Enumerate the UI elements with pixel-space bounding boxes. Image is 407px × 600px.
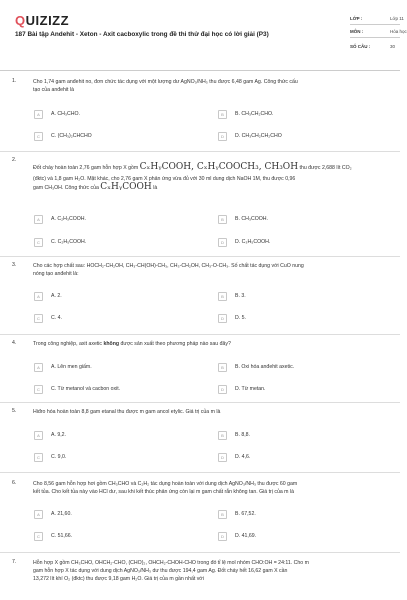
option-c[interactable] [34,452,184,463]
question-text [33,559,388,583]
meta-key: LỚP : [350,16,363,21]
option-text: B. CH₃COOH. [235,216,268,222]
question-number: 7. [12,559,17,565]
option-text: D. Từ metan. [235,386,266,392]
option-a[interactable] [34,362,184,373]
question-line: 13,272 lít khí O₂ (đktc) thu được 9,18 gam H₂O. Giá trị của m gần nhất với [33,576,204,582]
question-segment: là [153,185,158,191]
option-b[interactable] [218,291,368,302]
logo-rest: UIZIZZ [25,13,70,28]
question-line: Cho 1,74 gam anđehit no, đơn chức tác dụng với một lượng dư AgNO₃/NH₃ thu được 6,48 gam Ag. Công thức cấu [33,79,298,85]
option-text: A. 21,60. [51,511,72,517]
question-emphasis: không [103,341,120,347]
question-line: kết tủa. Cho kết tủa này vào HCl dư, sau khi kết thúc phản ứng còn lại m gam chất rắn không tan. Giá trị của m là [33,489,294,495]
question-divider [0,334,400,335]
question-line: (đktc) và 1,8 gam H₂O. Mặt khác, cho 2,76 gam X phản ứng vừa đủ với 30 ml dung dịch NaOH 1M, thu được 0,96 [33,176,296,182]
option-c[interactable] [34,237,184,248]
option-letter-box: D [218,453,227,462]
logo-letter-q: Q [15,13,26,28]
option-c[interactable] [34,531,184,542]
question-line-with-formula [33,163,388,175]
question-line-with-formula [33,183,388,192]
option-b[interactable] [218,362,368,373]
meta-value: Hóa học [390,29,407,34]
option-text: A. CH₃CHO. [51,111,80,117]
option-text: C. (CH₃)₂CHCHO [51,133,92,139]
question-text [33,163,388,192]
option-letter-box: D [218,532,227,541]
option-c[interactable] [34,384,184,395]
question-text [33,262,388,278]
question-divider [0,256,400,257]
question-line [33,340,388,348]
option-d[interactable] [218,452,368,463]
question-divider [0,151,400,152]
meta-divider [350,37,400,38]
option-b[interactable] [218,214,368,225]
question-text [33,78,388,94]
option-text: D. 4,6. [235,454,251,460]
option-text: B. 3. [235,293,246,299]
option-letter-box: B [218,110,227,119]
option-text: C. C₂H₅COOH. [51,239,87,245]
option-text: B. Oxi hóa anđehit axetic. [235,364,295,370]
option-letter-box: B [218,215,227,224]
meta-key: SỐ CÂU : [350,44,371,49]
option-letter-box: D [218,132,227,141]
option-letter-box: B [218,431,227,440]
question-divider [0,402,400,403]
option-letter-box: A [34,363,43,372]
meta-divider [350,24,400,25]
question-line: tạo của anđehit là [33,87,74,93]
option-text: C. 4. [51,315,62,321]
document-header [0,0,407,62]
option-text: A. C₂H₃COOH. [51,216,86,222]
option-text: B. CH₃CH₂CHO. [235,111,274,117]
option-a[interactable] [34,291,184,302]
question-number: 4. [12,340,17,346]
option-letter-box: B [218,510,227,519]
option-letter-box: D [218,238,227,247]
option-letter-box: C [34,453,43,462]
question-number: 3. [12,262,17,268]
option-letter-box: B [218,292,227,301]
option-d[interactable] [218,313,368,324]
option-c[interactable] [34,131,184,142]
meta-value: Lớp 11 [390,16,404,21]
option-c[interactable] [34,313,184,324]
option-b[interactable] [218,109,368,120]
option-letter-box: A [34,215,43,224]
option-letter-box: C [34,385,43,394]
question-line: Hỗn hợp X gồm CH₃CHO, OHCH₂-CHO, (CHO)₂, OHCH₂-CHOH-CHO trong đó tỉ lệ mol nhóm CHO:OH = 24:11. Cho m [33,560,309,566]
option-text: B. 67,52. [235,511,256,517]
option-letter-box: C [34,314,43,323]
option-text: C. 51,66. [51,533,73,539]
option-text: A. 2. [51,293,62,299]
question-segment: gam CH₃OH. Công thức của [33,185,99,191]
meta-value: 30 [390,44,396,49]
question-number: 1. [12,78,17,84]
option-d[interactable] [218,131,368,142]
question-text [33,340,388,348]
option-text: D. 41,69. [235,533,257,539]
question-line: Cho các hợp chất sau: HOCH₂-CH₂OH, CH₃-CH(OH)-CH₃, CH₃-CH₂OH, CH₃-O-CH₃. Số chất tác dụng với CuO nung [33,263,304,269]
option-b[interactable] [218,430,368,441]
option-letter-box: B [218,363,227,372]
option-letter-box: A [34,431,43,440]
question-text [33,408,388,416]
option-a[interactable] [34,430,184,441]
option-text: B. 8,8. [235,432,250,438]
option-letter-box: D [218,314,227,323]
option-text: C. 9,0. [51,454,67,460]
option-text: D. CH₃CH₂CH₂CHO [235,133,282,139]
option-a[interactable] [34,509,184,520]
option-letter-box: C [34,132,43,141]
option-d[interactable] [218,237,368,248]
question-divider [0,552,400,553]
formula: CₓHᵧCOOH [100,182,152,192]
meta-key: MÔN : [350,29,364,34]
option-text: D. C₃H₅COOH. [235,239,271,245]
question-number: 6. [12,480,17,486]
question-number: 2. [12,157,17,163]
option-letter-box: C [34,238,43,247]
option-b[interactable] [218,509,368,520]
formula: CₓHᵧCOOH, CₓHᵧCOOCH₃, CH₃OH [139,162,299,172]
option-letter-box: A [34,110,43,119]
header-divider [0,70,400,71]
option-letter-box: D [218,385,227,394]
option-letter-box: A [34,510,43,519]
question-line: gam hỗn hợp X tác dụng với dung dịch AgNO₃/NH₃ dư thu được 194,4 gam Ag. Đốt cháy hết 16,62 gam X cần [33,568,288,574]
option-d[interactable] [218,384,368,395]
option-text: A. 9,2. [51,432,66,438]
question-number: 5. [12,408,17,414]
option-a[interactable] [34,214,184,225]
question-text [33,480,388,496]
page-title: 187 Bài tập Andehit - Xeton - Axit cacboxylic trong đề thi thử đại học có lời giải (P3) [15,31,269,38]
question-line: Cho 8,56 gam hỗn hợp hơi gồm CH₃CHO và C₂H₂ tác dụng hoàn toàn với dung dịch AgNO₃/NH₃ thu được 60 gam [33,481,298,487]
question-line: Hiđro hóa hoàn toàn 8,8 gam etanal thu được m gam ancol etylic. Giá trị của m là [33,409,221,415]
option-text: D. 5. [235,315,246,321]
option-a[interactable] [34,109,184,120]
quizizz-logo [15,13,69,28]
question-segment: Đốt cháy hoàn toàn 2,76 gam hỗn hợp X gồm [33,165,139,171]
option-text: C. Từ metanol và cacbon oxit. [51,386,121,392]
option-text: A. Lên men giấm. [51,364,92,370]
option-d[interactable] [218,531,368,542]
question-segment: được sản xuất theo phương pháp nào sau đây? [119,341,231,347]
option-letter-box: C [34,532,43,541]
question-divider [0,472,400,473]
question-segment: thu được 2,688 lít CO₂ [299,165,352,171]
option-letter-box: A [34,292,43,301]
question-segment: Trong công nghiệp, axit axetic [33,341,104,347]
question-line: nóng tạo anđehit là: [33,271,79,277]
